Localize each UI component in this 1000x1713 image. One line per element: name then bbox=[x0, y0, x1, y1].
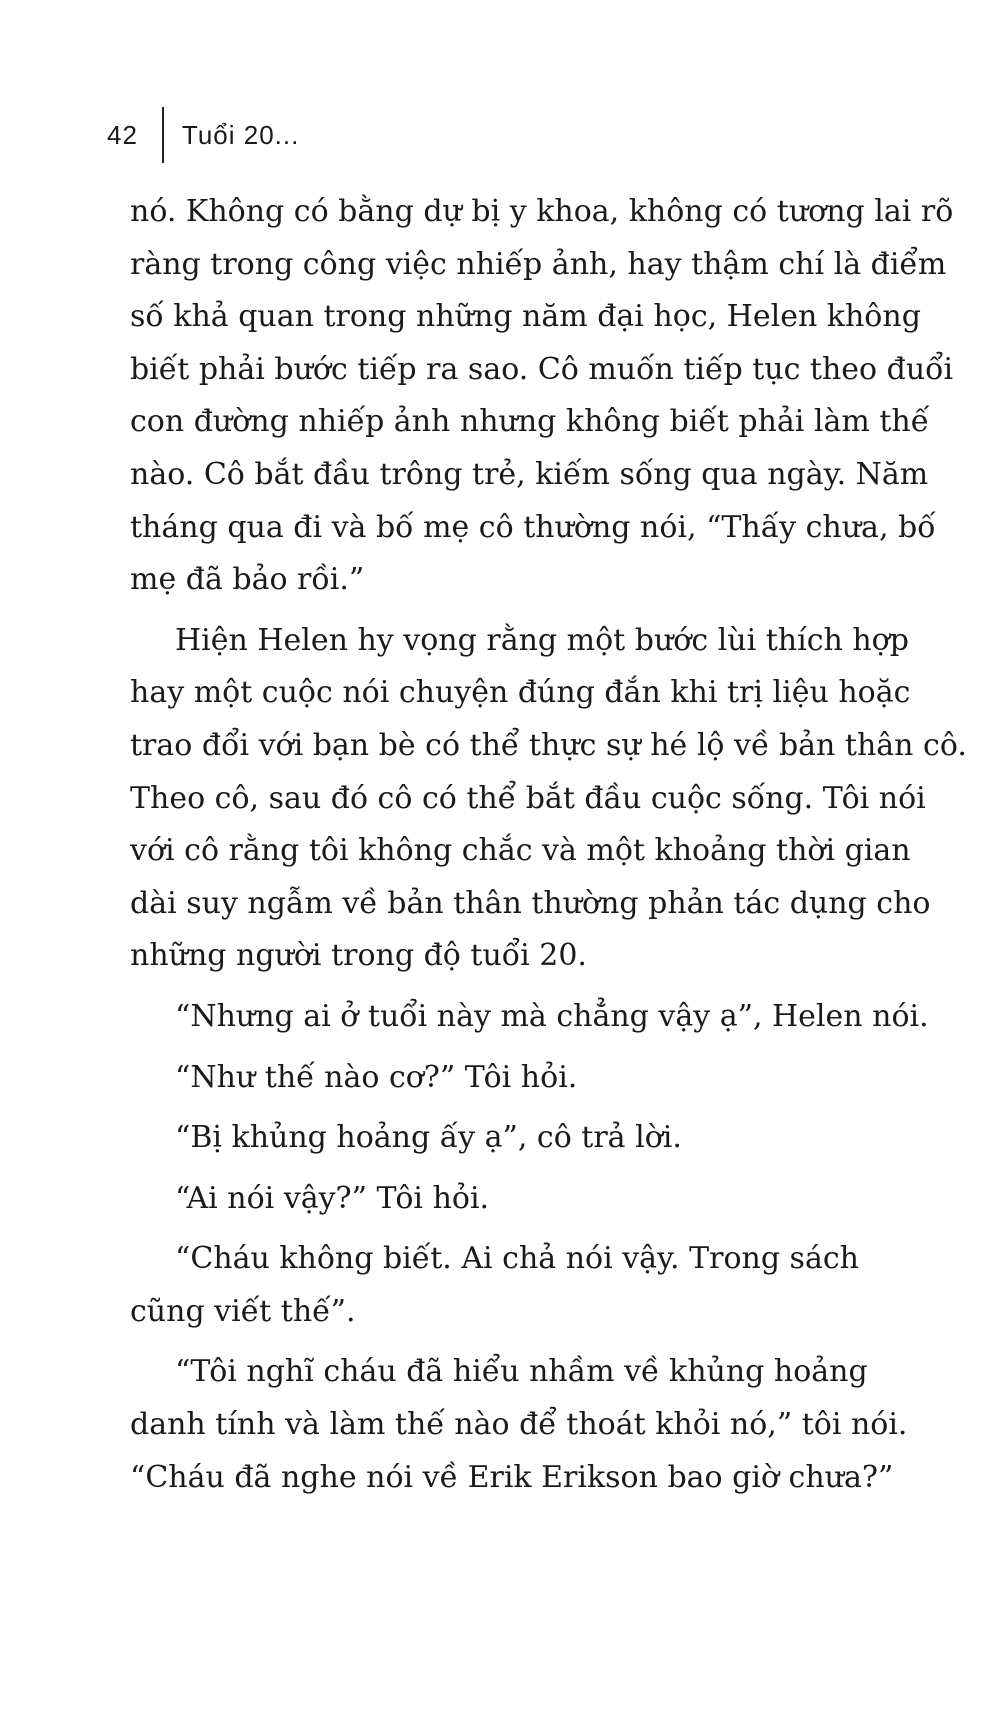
text-line: tháng qua đi và bố mẹ cô thường nói, “Thấy chưa, bố bbox=[130, 509, 936, 545]
text-line: “Như thế nào cơ?” Tôi hỏi. bbox=[175, 1059, 578, 1095]
text-line: “Tôi nghĩ cháu đã hiểu nhầm về khủng hoảng bbox=[175, 1354, 868, 1390]
paragraph-spacer bbox=[0, 1044, 1000, 1052]
running-title: Tuổi 20... bbox=[181, 119, 300, 150]
text-line: những người trong độ tuổi 20. bbox=[130, 938, 587, 974]
text-line: mẹ đã bảo rồi.” bbox=[130, 562, 365, 598]
paragraph-spacer bbox=[0, 983, 1000, 991]
text-line: trao đổi với bạn bè có thể thực sự hé lộ về bản thân cô. bbox=[130, 727, 967, 763]
page-number: 42 bbox=[107, 119, 138, 150]
paragraph-spacer bbox=[0, 607, 1000, 615]
text-line: Theo cô, sau đó cô có thể bắt đầu cuộc sống. Tôi nói bbox=[130, 780, 926, 816]
text-line: hay một cuộc nói chuyện đúng đắn khi trị liệu hoặc bbox=[130, 675, 911, 711]
text-line: với cô rằng tôi không chắc và một khoảng thời gian bbox=[130, 833, 911, 869]
header-divider bbox=[162, 107, 164, 163]
text-line: dài suy ngẫm về bản thân thường phản tác dụng cho bbox=[130, 885, 931, 921]
text-line: nó. Không có bằng dự bị y khoa, không có tương lai rõ bbox=[130, 194, 954, 229]
text-line: danh tính và làm thế nào để thoát khỏi nó,” tôi nói. bbox=[130, 1407, 908, 1443]
paragraph-spacer bbox=[0, 1338, 1000, 1346]
text-line: “Nhưng ai ở tuổi này mà chẳng vậy ạ”, Helen nói. bbox=[175, 998, 929, 1034]
page-header bbox=[107, 105, 299, 165]
text-line: ràng trong công việc nhiếp ảnh, hay thậm chí là điểm bbox=[130, 246, 947, 282]
text-line: “Cháu không biết. Ai chả nói vậy. Trong sách bbox=[175, 1241, 859, 1277]
text-line: biết phải bước tiếp ra sao. Cô muốn tiếp tục theo đuổi bbox=[130, 351, 954, 387]
paragraph-spacer bbox=[0, 1165, 1000, 1173]
text-line: “Bị khủng hoảng ấy ạ”, cô trả lời. bbox=[175, 1120, 682, 1156]
text-line: Hiện Helen hy vọng rằng một bước lùi thích hợp bbox=[175, 622, 909, 658]
text-line: “Ai nói vậy?” Tôi hỏi. bbox=[175, 1180, 490, 1216]
text-line: cũng viết thế”. bbox=[130, 1293, 356, 1329]
paragraph-spacer bbox=[0, 1225, 1000, 1233]
text-line: “Cháu đã nghe nói về Erik Erikson bao giờ chưa?” bbox=[130, 1459, 894, 1495]
paragraph-spacer bbox=[0, 1104, 1000, 1112]
text-line: số khả quan trong những năm đại học, Helen không bbox=[130, 299, 921, 335]
body-text bbox=[0, 186, 1000, 1504]
text-line: nào. Cô bắt đầu trông trẻ, kiếm sống qua ngày. Năm bbox=[130, 456, 929, 492]
text-line: con đường nhiếp ảnh nhưng không biết phải làm thế bbox=[130, 404, 930, 440]
